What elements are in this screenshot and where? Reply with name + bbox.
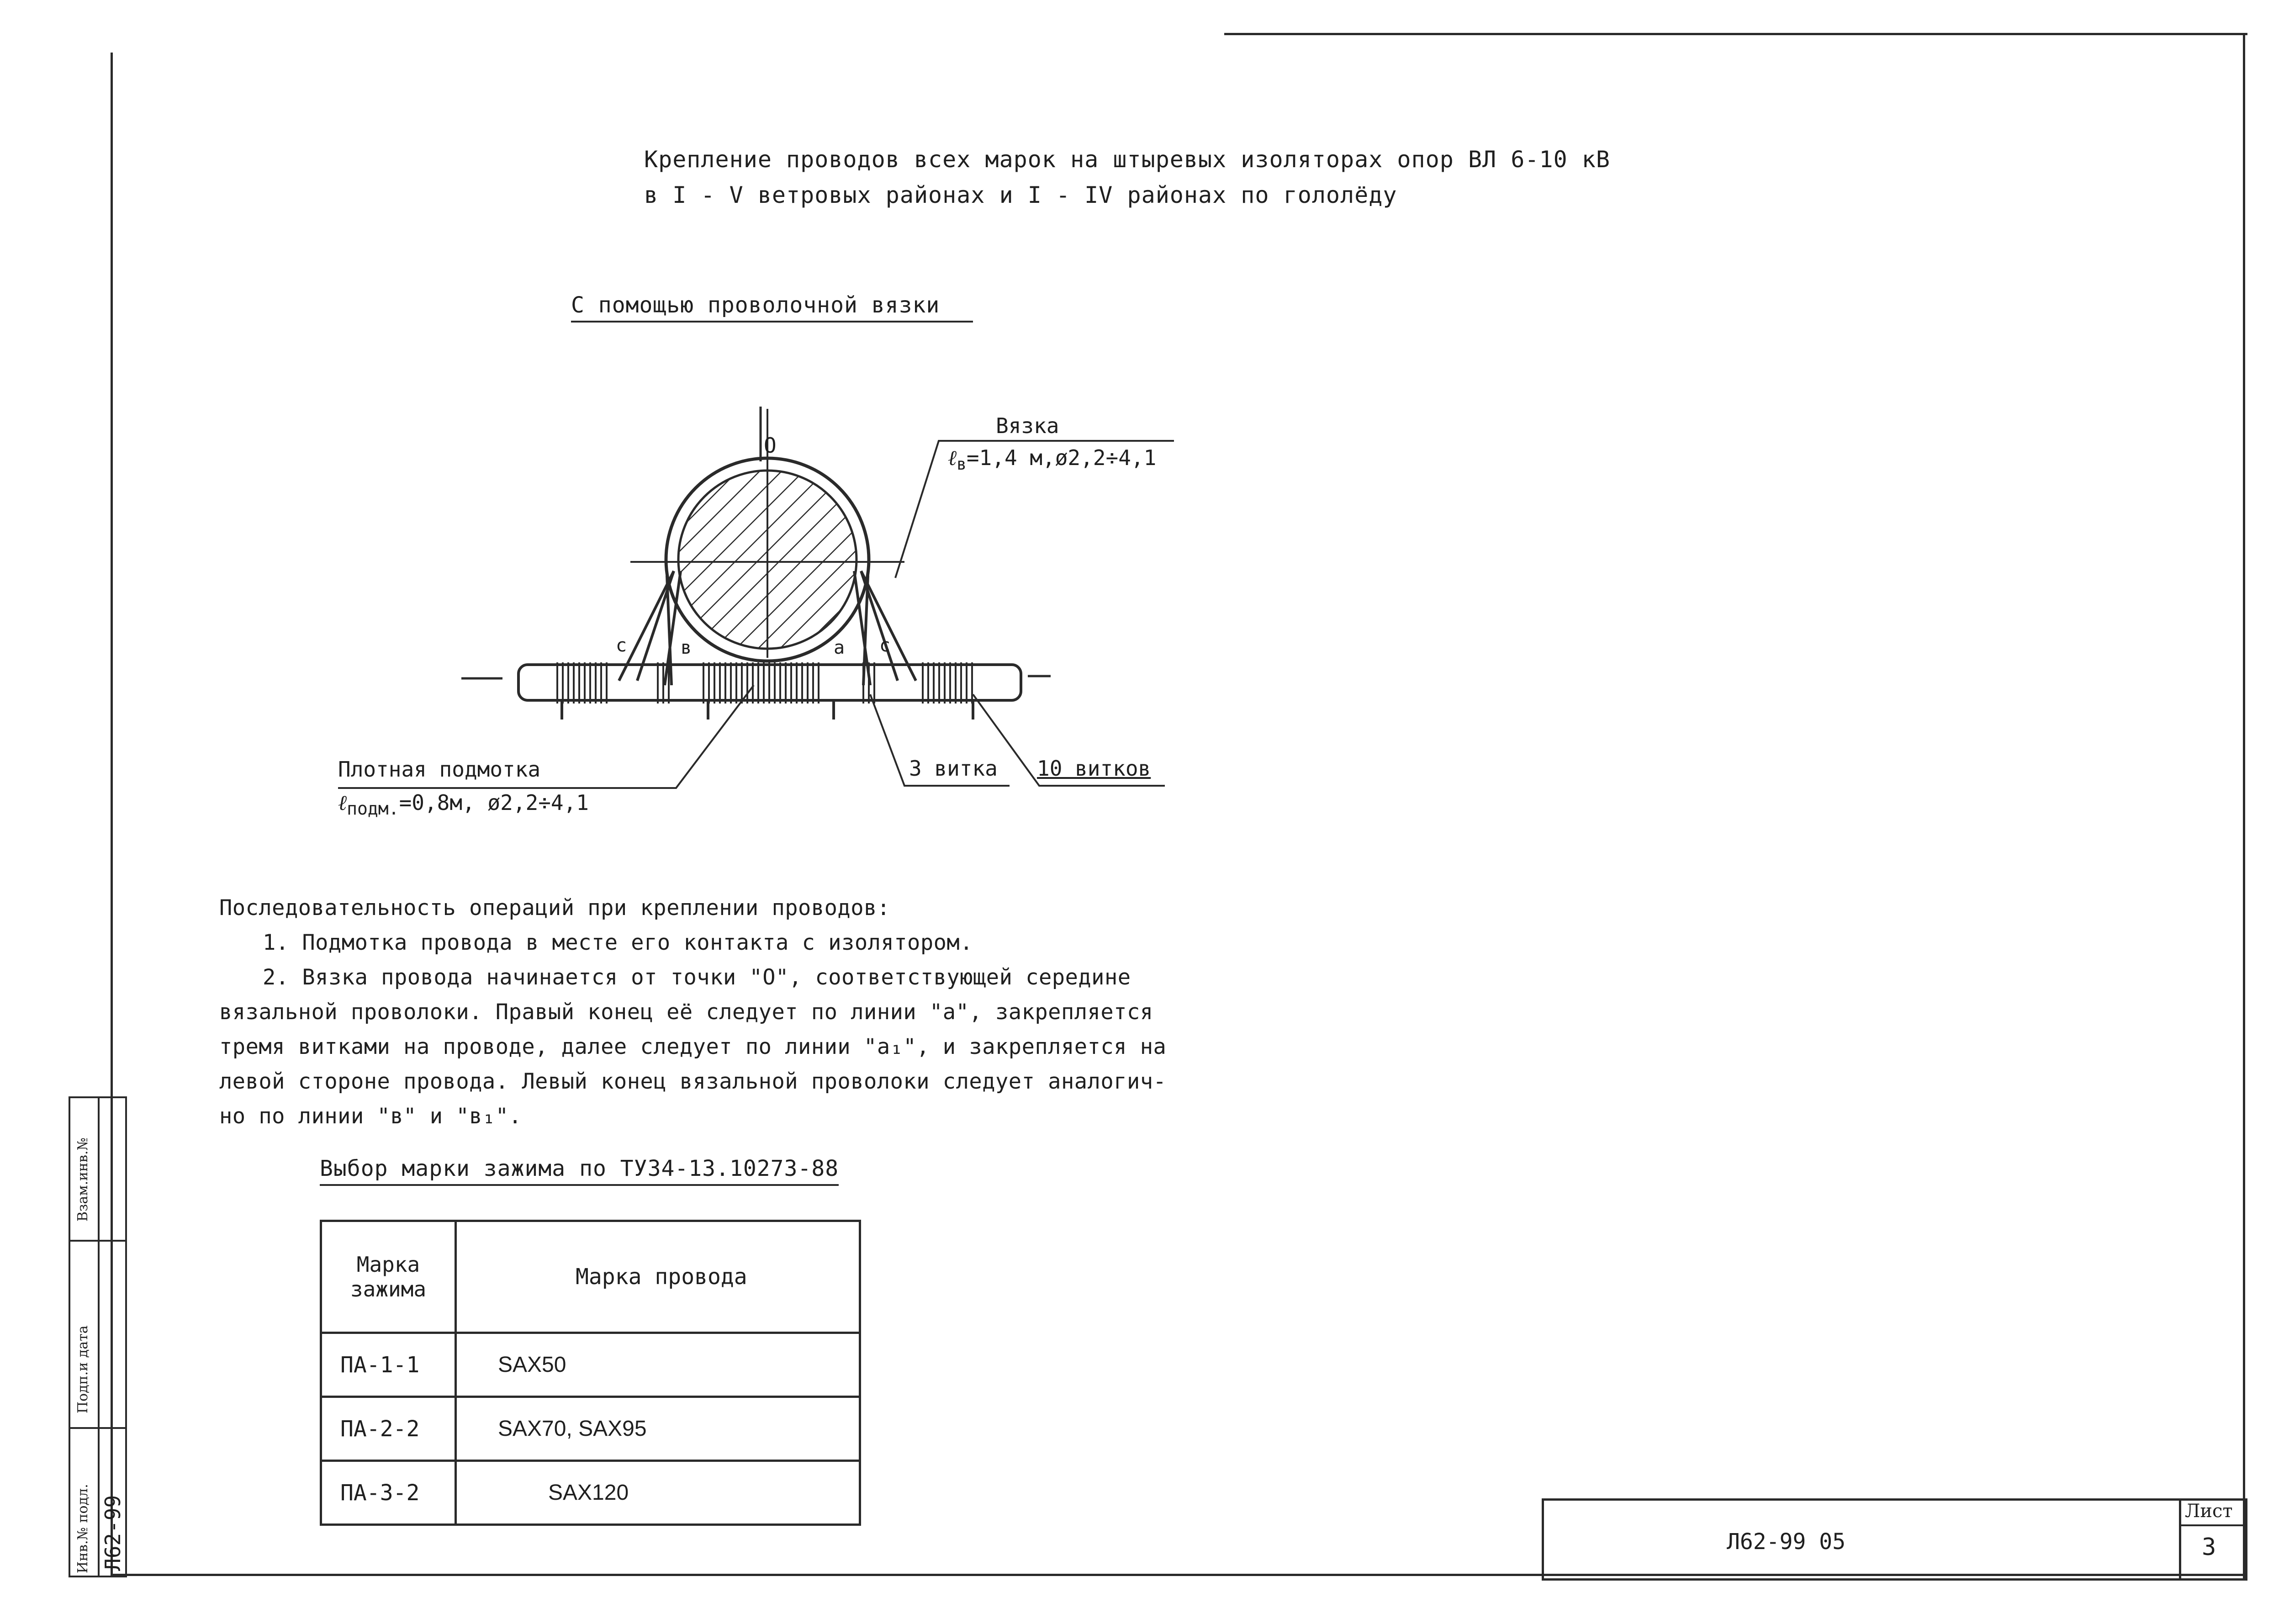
- cell-clamp: ПА-1-1: [321, 1333, 456, 1397]
- header-clamp-line-1: Марка: [356, 1252, 420, 1277]
- label-line-b: в: [681, 637, 692, 658]
- sheet-number: 3: [2202, 1534, 2216, 1561]
- sheet-label-divider: [2181, 1524, 2247, 1526]
- table-row: [321, 1461, 860, 1525]
- header-clamp-mark: [321, 1221, 456, 1333]
- procedure-block: [219, 891, 1166, 1134]
- document-title: [644, 142, 1610, 213]
- label-viazka-l-sub: в: [957, 455, 967, 474]
- label-podmotka-spec: =0,8м, ø2,2÷4,1: [399, 790, 589, 815]
- procedure-step-2-line-1: 2. Вязка провода начинается от точки "О", соответствующей середине: [263, 965, 1131, 990]
- procedure-step-2-line-4: левой стороне провода. Левый конец вязальной проволоки следует аналогич-: [219, 1069, 1167, 1094]
- label-podmotka-l: ℓ: [338, 790, 347, 815]
- table-row: [321, 1333, 860, 1397]
- procedure-step-1: 1. Подмотка провода в месте его контакта с изолятором.: [263, 930, 973, 955]
- procedure-step-2-line-3: тремя витками на проводе, далее следует по линии "а₁", и закрепляется на: [219, 1034, 1167, 1059]
- frame-top-border: [1224, 33, 2247, 35]
- label-podmotka-length: [338, 790, 589, 819]
- label-viazka-length: [948, 445, 1156, 474]
- label-point-o: О: [764, 433, 777, 458]
- wire-end-hooks: [562, 700, 973, 719]
- cell-wire: SAX70, SAX95: [456, 1397, 860, 1461]
- label-3vitka: 3 витка: [909, 756, 998, 781]
- label-podmotka: Плотная подмотка: [338, 757, 541, 782]
- document-code: Л62-99 05: [1727, 1529, 1846, 1555]
- cell-wire: SAX50: [456, 1333, 860, 1397]
- cell-wire: SAX120: [456, 1461, 860, 1525]
- side-inv-number: Л62-99: [100, 1495, 125, 1571]
- sheet-label: Лист: [2185, 1501, 2233, 1522]
- clamp-selection-table: [320, 1220, 861, 1526]
- header-wire-mark: Марка провода: [456, 1221, 860, 1333]
- label-viazka-l: ℓ: [948, 445, 957, 470]
- label-podmotka-l-sub: подм.: [347, 799, 399, 819]
- label-viazka-spec: =1,4 м,ø2,2÷4,1: [966, 445, 1157, 470]
- procedure-step-2-line-5: но по линии "в" и "в₁".: [219, 1104, 522, 1129]
- label-line-a: а: [834, 637, 845, 658]
- cell-clamp: ПА-2-2: [321, 1397, 456, 1461]
- side-field-sign-date: Подп.и дата: [75, 1325, 91, 1413]
- label-line-c-right: с: [879, 635, 891, 656]
- cell-clamp: ПА-3-2: [321, 1461, 456, 1525]
- procedure-heading: Последовательность операций при креплении проводов:: [219, 895, 890, 920]
- title-block: [1542, 1498, 2247, 1581]
- procedure-step-2-line-2: вязальной проволоки. Правый конец её следует по линии "а", закрепляется: [219, 1000, 1153, 1025]
- frame-right-border: [2243, 33, 2245, 1579]
- section-heading: С помощью проволочной вязки: [571, 292, 973, 323]
- label-line-c-left: с: [616, 635, 627, 656]
- table-caption: Выбор марки зажима по ТУ34-13.10273-88: [320, 1156, 839, 1186]
- title-line-2: в I - V ветровых районах и I - IV районах по гололёду: [644, 182, 1397, 208]
- side-field-replace-inv: Взам.инв.№: [75, 1137, 91, 1222]
- side-field-inv-orig: Инв.№ подл.: [75, 1484, 91, 1573]
- label-10vitkov: 10 витков: [1037, 756, 1151, 781]
- label-viazka: Вязка: [996, 413, 1059, 438]
- header-clamp-line-2: зажима: [350, 1277, 427, 1301]
- sheet-box: [2179, 1501, 2247, 1578]
- title-line-1: Крепление проводов всех марок на штыревых изоляторах опор ВЛ 6-10 кВ: [644, 146, 1610, 173]
- side-stamp-strip: [69, 1096, 127, 1577]
- table-header-row: [321, 1221, 860, 1333]
- table-row: [321, 1397, 860, 1461]
- side-column-divider: [98, 1098, 100, 1576]
